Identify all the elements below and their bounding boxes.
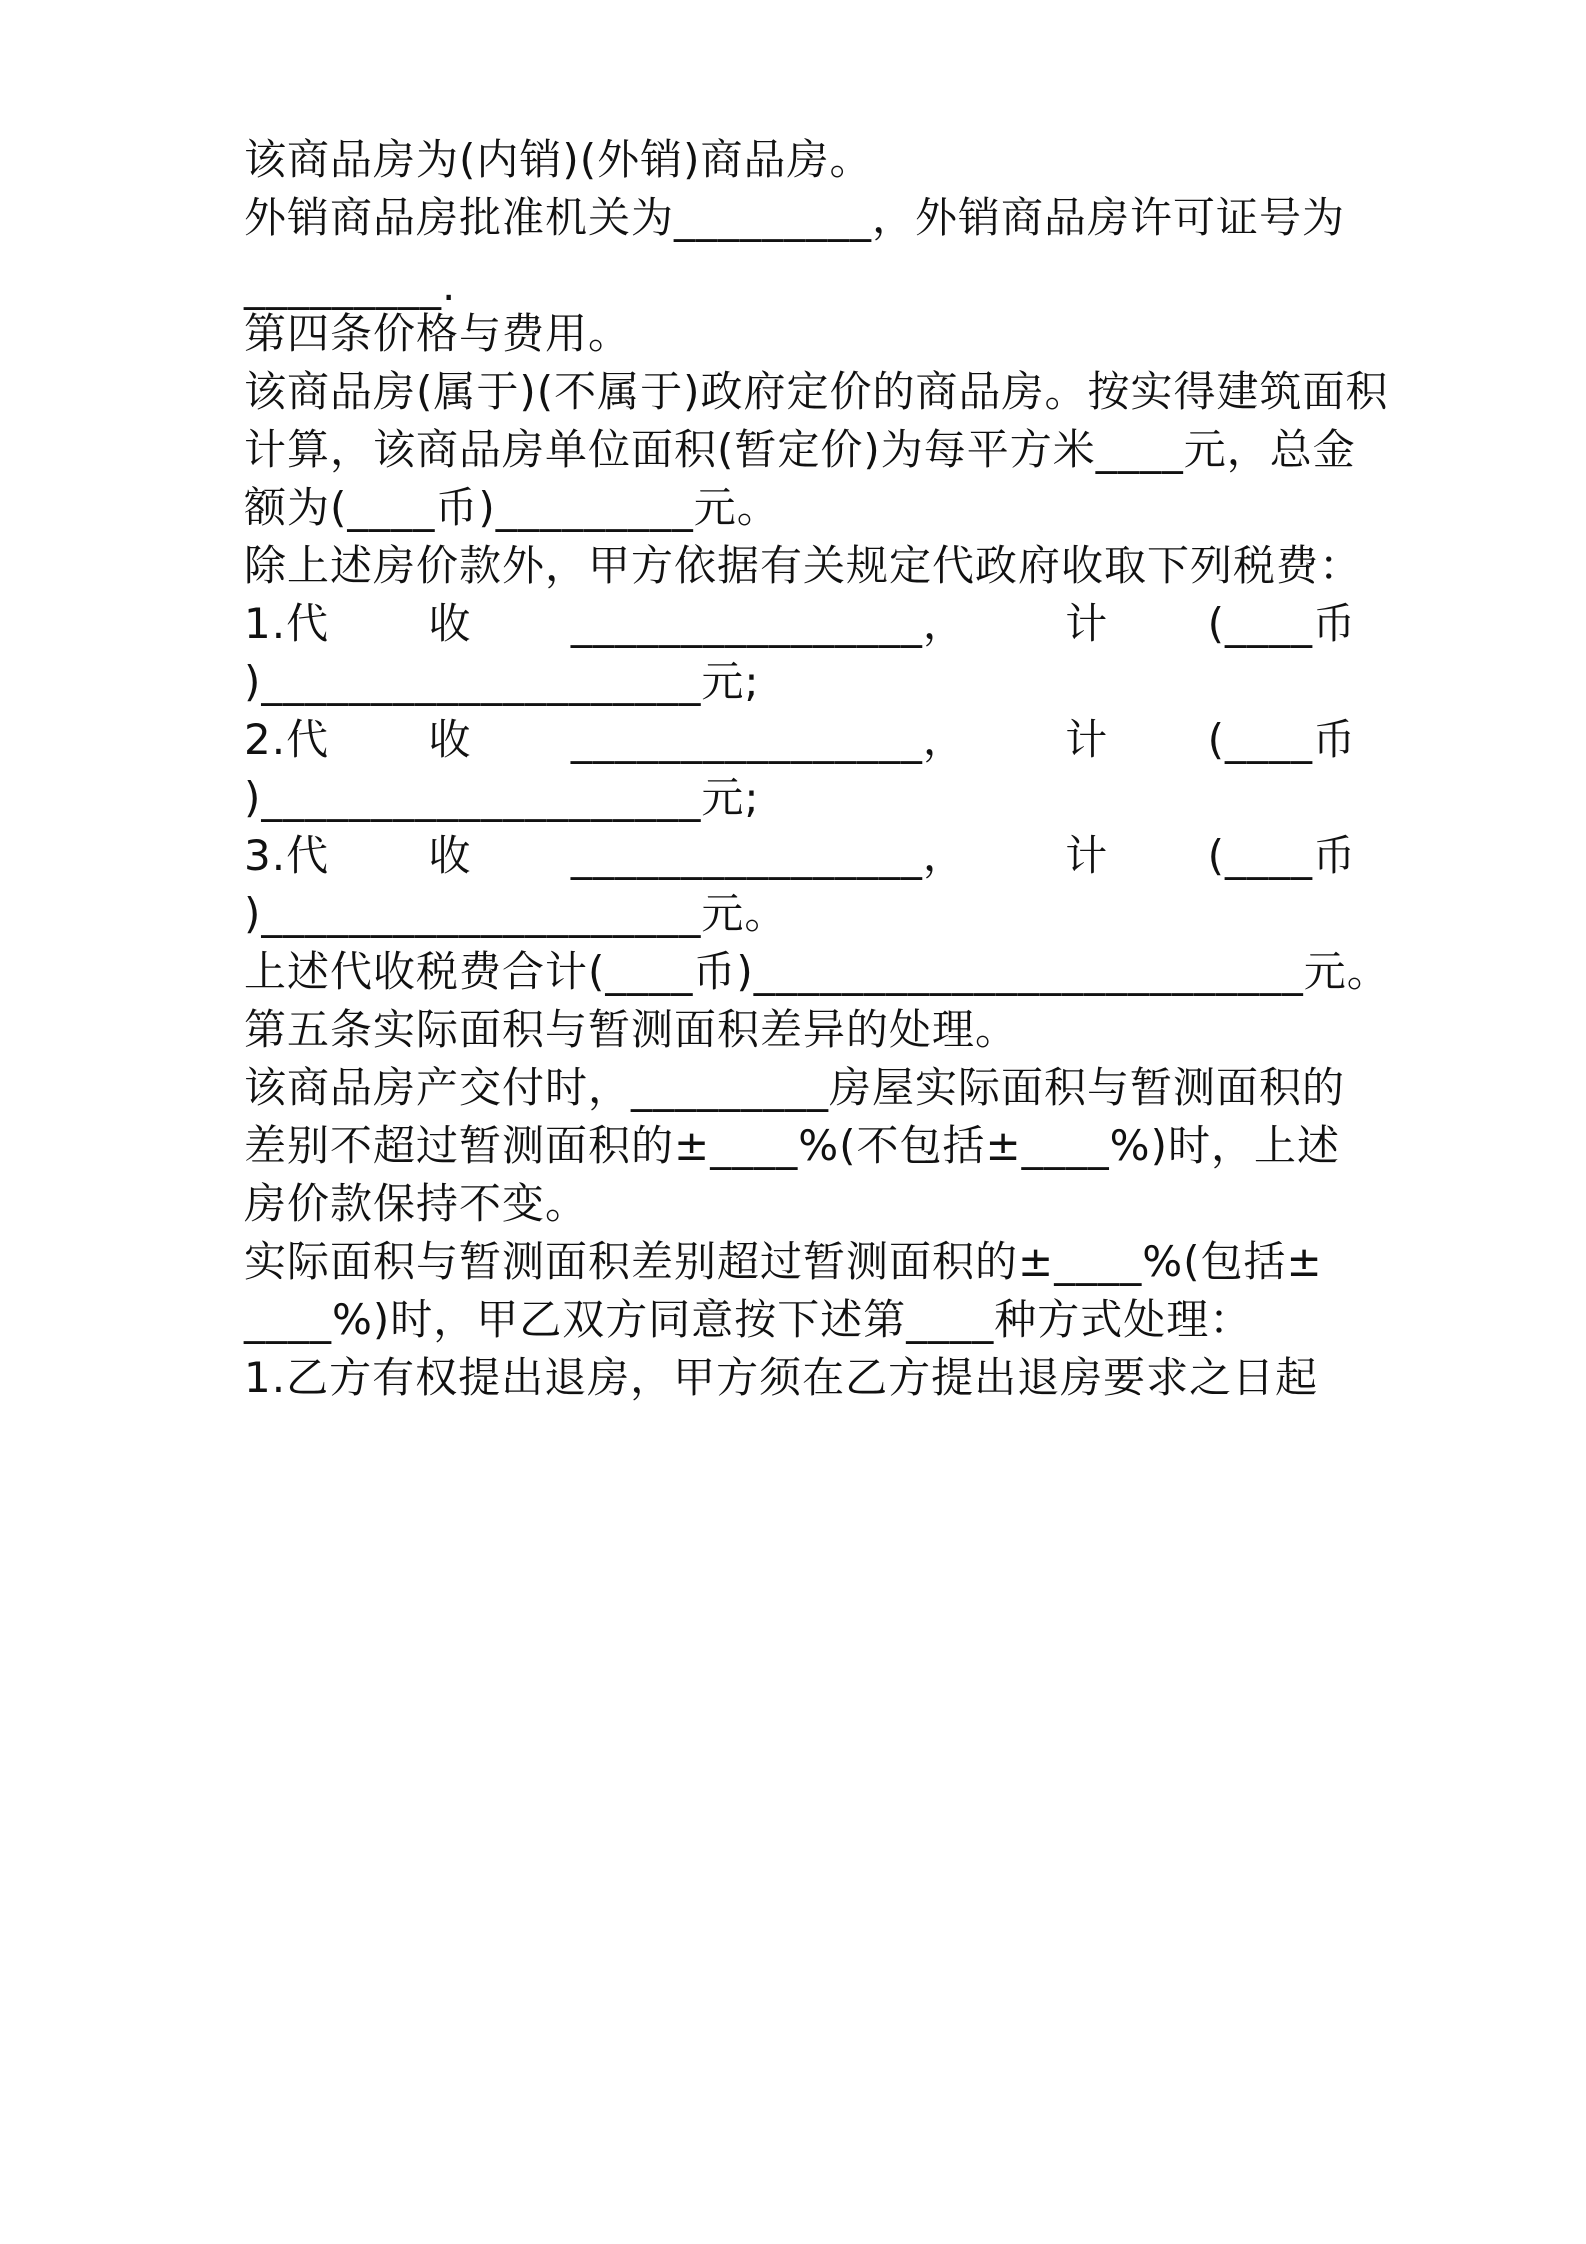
tax-item-shou: 收	[428, 831, 472, 880]
tax-item-ji: 计	[1065, 599, 1109, 648]
tax-item-currency: (____币	[1207, 599, 1356, 648]
paragraph-line: 该商品房为(内销)(外销)商品房。	[244, 135, 873, 184]
section-heading: 第五条实际面积与暂测面积差异的处理。	[244, 1005, 1019, 1054]
paragraph-line: 该商品房产交付时，_________房屋实际面积与暂测面积的	[244, 1063, 1346, 1112]
paragraph-line: 计算，该商品房单位面积(暂定价)为每平方米____元，总金	[244, 425, 1356, 474]
tax-item-shou: 收	[428, 715, 472, 764]
tax-item-currency: (____币	[1207, 831, 1356, 880]
tax-item-blank: ________________，	[570, 715, 966, 764]
tax-item-number: 2.代	[244, 715, 330, 764]
tax-item-number: 1.代	[244, 599, 330, 648]
paragraph-line: 除上述房价款外，甲方依据有关规定代政府收取下列税费：	[244, 541, 1363, 590]
tax-item-row	[244, 596, 1356, 652]
paragraph-line: ____%)时，甲乙双方同意按下述第____种方式处理：	[244, 1295, 1253, 1344]
tax-item-row	[244, 828, 1356, 884]
paragraph-line: _________.	[244, 261, 457, 310]
tax-item-number: 3.代	[244, 831, 330, 880]
paragraph-line: 该商品房(属于)(不属于)政府定价的商品房。按实得建筑面积	[244, 367, 1389, 416]
paragraph-line: 房价款保持不变。	[244, 1179, 589, 1228]
paragraph-line: )____________________元;	[244, 657, 760, 706]
paragraph-line: 外销商品房批准机关为_________，外销商品房许可证号为	[244, 193, 1346, 242]
section-heading: 第四条价格与费用。	[244, 309, 632, 358]
paragraph-line: 差别不超过暂测面积的±____%(不包括±____%)时，上述	[244, 1121, 1340, 1170]
paragraph-line: )____________________元;	[244, 773, 760, 822]
tax-item-currency: (____币	[1207, 715, 1356, 764]
paragraph-line: 上述代收税费合计(____币)_________________________元。	[244, 947, 1390, 996]
tax-item-row	[244, 712, 1356, 768]
paragraph-line: 实际面积与暂测面积差别超过暂测面积的±____%(包括±	[244, 1237, 1323, 1286]
paragraph-line: 1.乙方有权提出退房，甲方须在乙方提出退房要求之日起	[244, 1353, 1319, 1402]
tax-item-blank: ________________，	[570, 599, 966, 648]
paragraph-line: 额为(____币)_________元。	[244, 483, 780, 532]
tax-item-ji: 计	[1065, 715, 1109, 764]
tax-item-shou: 收	[428, 599, 472, 648]
paragraph-line: )____________________元。	[244, 889, 788, 938]
tax-item-blank: ________________，	[570, 831, 966, 880]
tax-item-ji: 计	[1065, 831, 1109, 880]
